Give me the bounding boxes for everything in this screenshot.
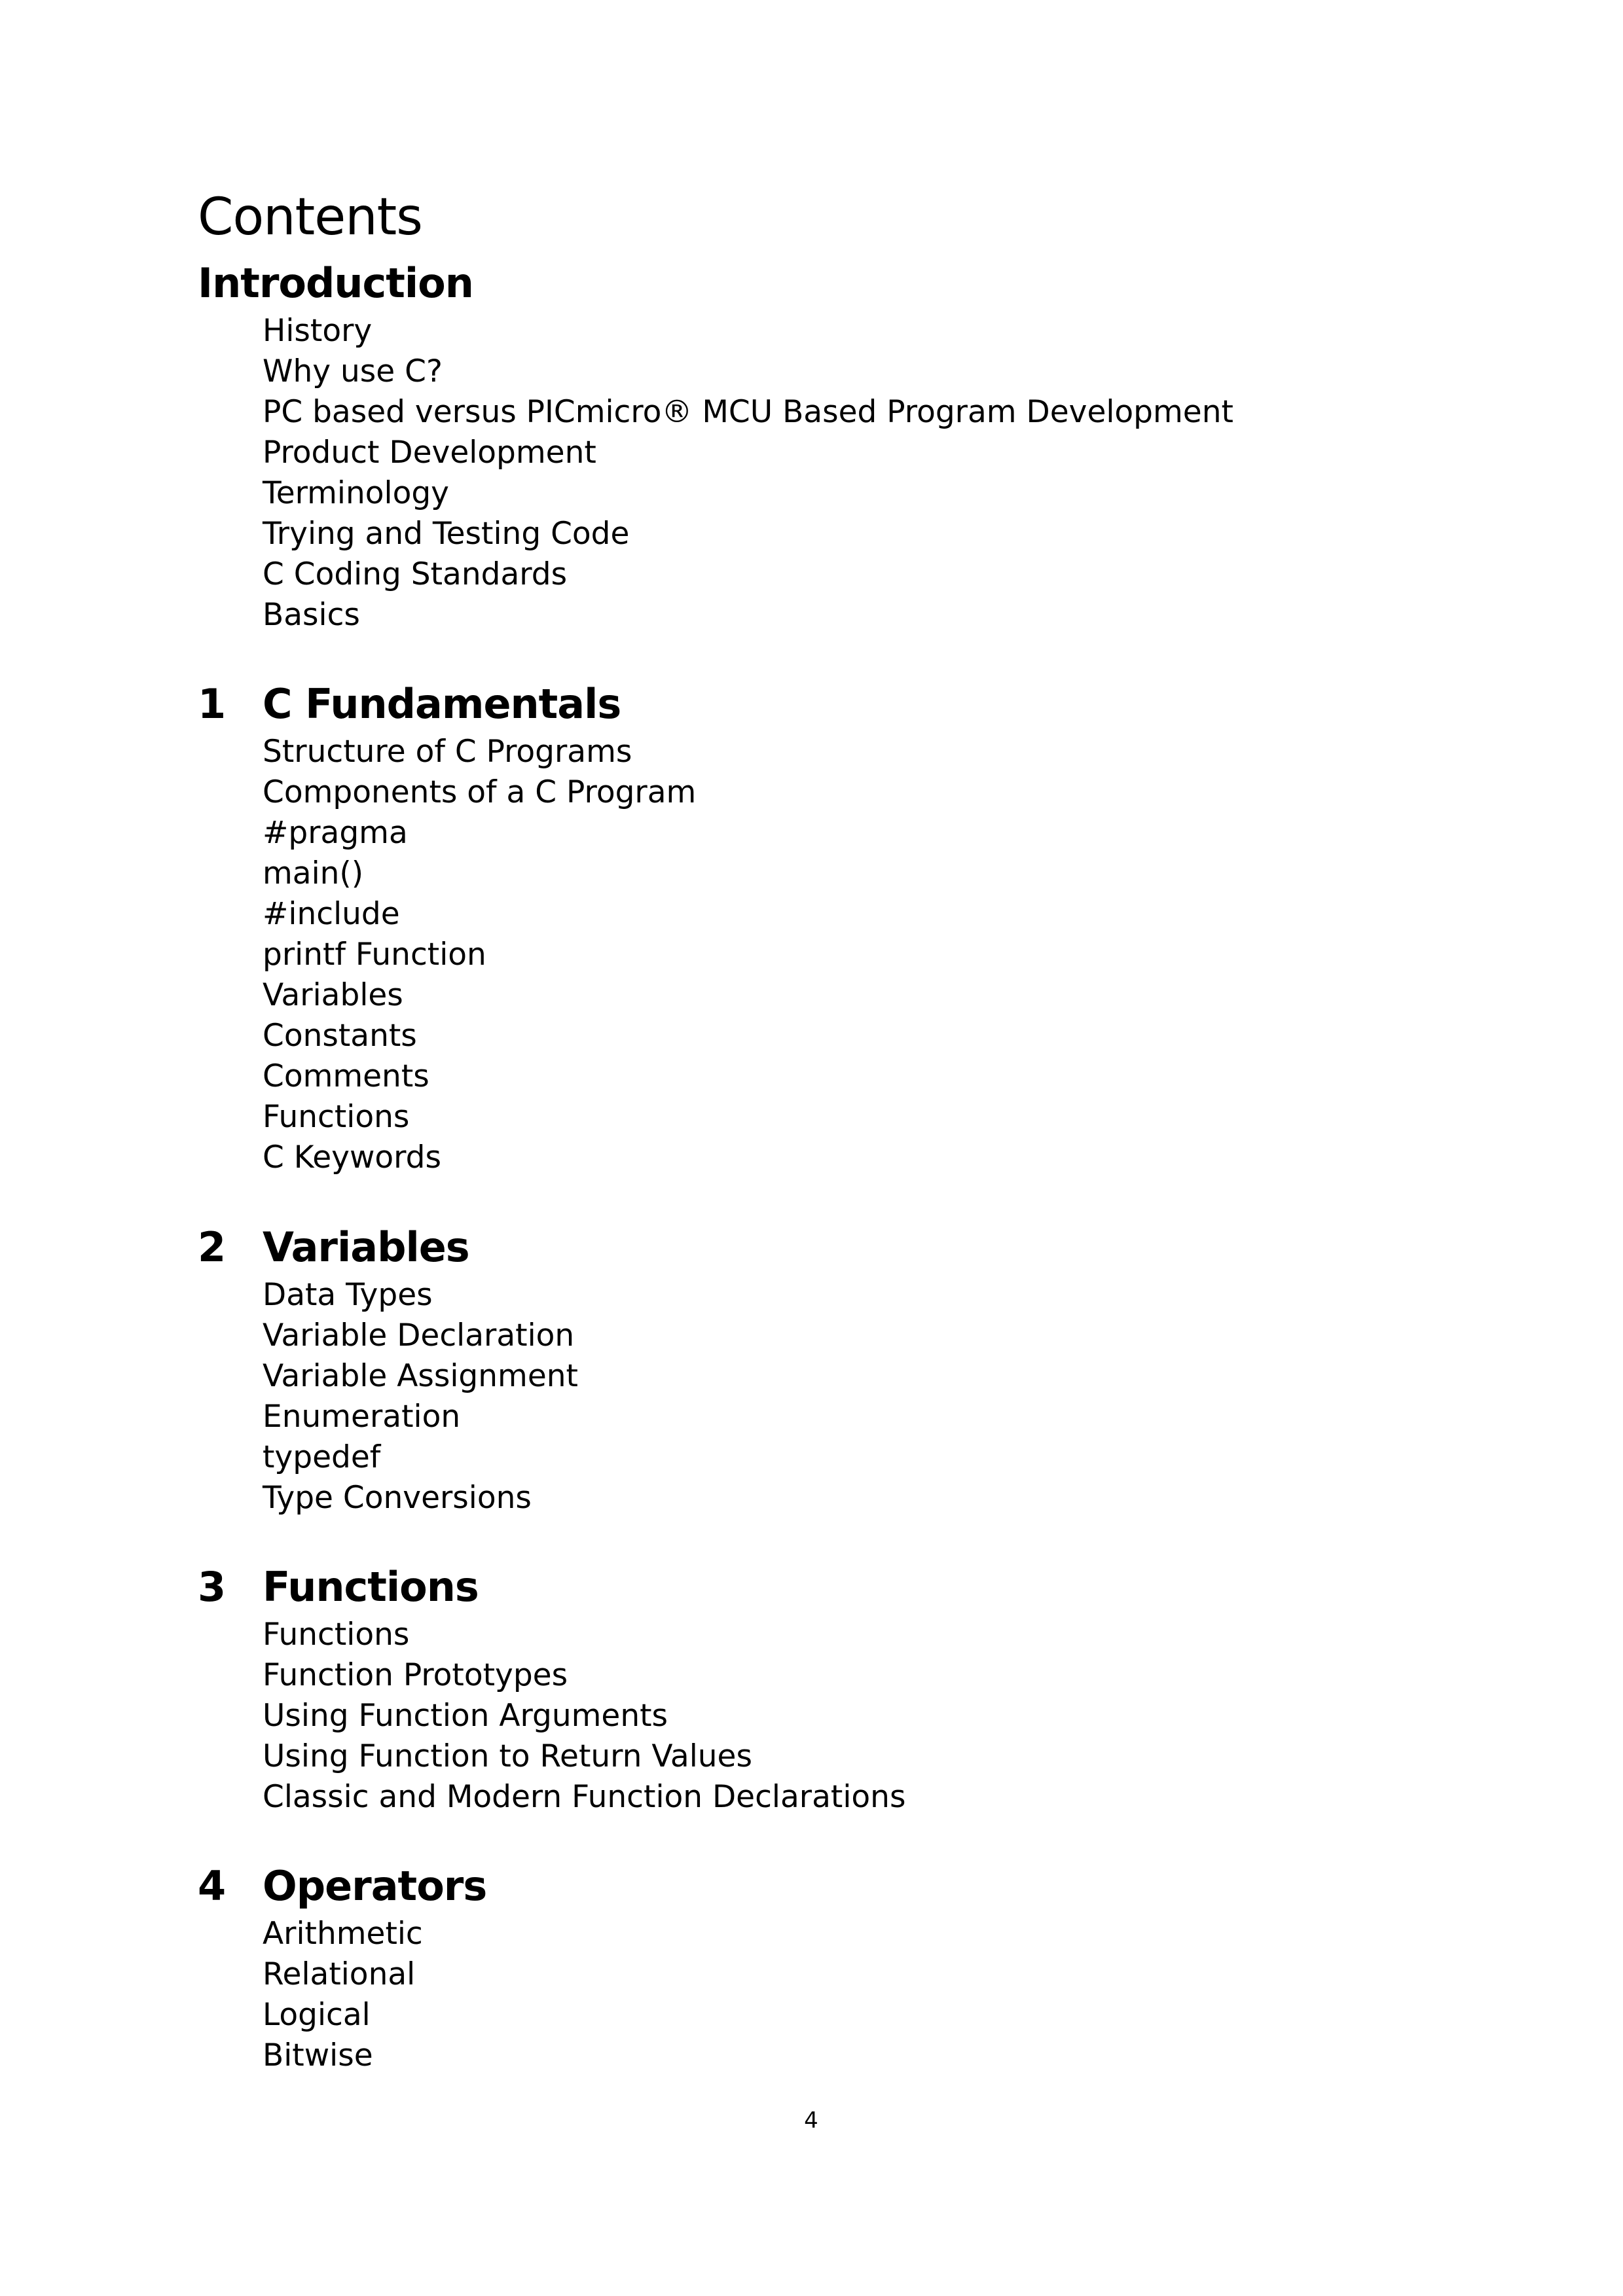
section-title: Operators (263, 1862, 487, 1910)
toc-entry: printf Function (263, 937, 486, 973)
section-heading (198, 1220, 578, 1275)
toc-entry: Components of a C Program (263, 774, 697, 810)
section-number: 4 (198, 1862, 226, 1910)
topic-list (198, 1615, 905, 1818)
section-title: C Fundamentals (263, 680, 621, 728)
toc-entry: Enumeration (263, 1399, 461, 1435)
section-title: Introduction (198, 259, 473, 307)
toc-entry: Trying and Testing Code (263, 516, 630, 552)
toc-entry: C Coding Standards (263, 556, 568, 592)
toc-entry: #pragma (263, 815, 408, 851)
topic-list (198, 1275, 578, 1518)
toc-entry: Why use C? (263, 353, 443, 389)
toc-entry: Basics (263, 597, 360, 633)
toc-section-variables (198, 1220, 578, 1518)
toc-entry: main() (263, 855, 364, 891)
toc-entry: Functions (263, 1617, 410, 1653)
toc-entry: Data Types (263, 1277, 433, 1313)
toc-section-operators (198, 1859, 486, 2076)
topic-list (198, 732, 696, 1178)
toc-entry: Relational (263, 1956, 416, 1992)
toc-entry: Using Function Arguments (263, 1698, 668, 1734)
toc-entry: Comments (263, 1058, 429, 1094)
section-heading (198, 1560, 905, 1615)
toc-entry: Classic and Modern Function Declarations (263, 1779, 906, 1815)
section-heading (198, 1859, 486, 1914)
toc-entry: Type Conversions (263, 1480, 532, 1516)
toc-entry: PC based versus PICmicro® MCU Based Program Development (263, 394, 1233, 430)
section-heading (198, 256, 1233, 311)
toc-entry: Variable Declaration (263, 1318, 575, 1354)
toc-entry: C Keywords (263, 1139, 441, 1175)
toc-entry: Arithmetic (263, 1916, 423, 1952)
section-number: 3 (198, 1563, 226, 1611)
toc-entry: Using Function to Return Values (263, 1738, 752, 1774)
toc-entry: typedef (263, 1439, 381, 1475)
toc-entry: Logical (263, 1997, 371, 2033)
toc-entry: #include (263, 896, 400, 932)
section-title: Variables (263, 1223, 469, 1271)
topic-list (198, 311, 1233, 636)
toc-entry: Variables (263, 977, 403, 1013)
toc-entry: Bitwise (263, 2037, 373, 2073)
toc-entry: Function Prototypes (263, 1657, 568, 1693)
toc-entry: History (263, 313, 373, 349)
toc-entry: Functions (263, 1099, 410, 1135)
toc-entry: Product Development (263, 435, 596, 471)
toc-entry: Terminology (263, 475, 449, 511)
toc-entry: Structure of C Programs (263, 734, 632, 770)
toc-section-functions (198, 1560, 905, 1818)
toc-entry: Constants (263, 1018, 417, 1054)
toc-section-c-fundamentals (198, 677, 696, 1178)
page-number: 4 (804, 2108, 818, 2134)
toc-section-introduction (198, 256, 1233, 636)
section-number: 2 (198, 1223, 226, 1271)
section-number: 1 (198, 680, 226, 728)
section-title: Functions (263, 1563, 479, 1611)
section-heading (198, 677, 696, 732)
page-title: Contents (198, 188, 422, 247)
toc-entry: Variable Assignment (263, 1358, 578, 1394)
topic-list (198, 1914, 486, 2076)
